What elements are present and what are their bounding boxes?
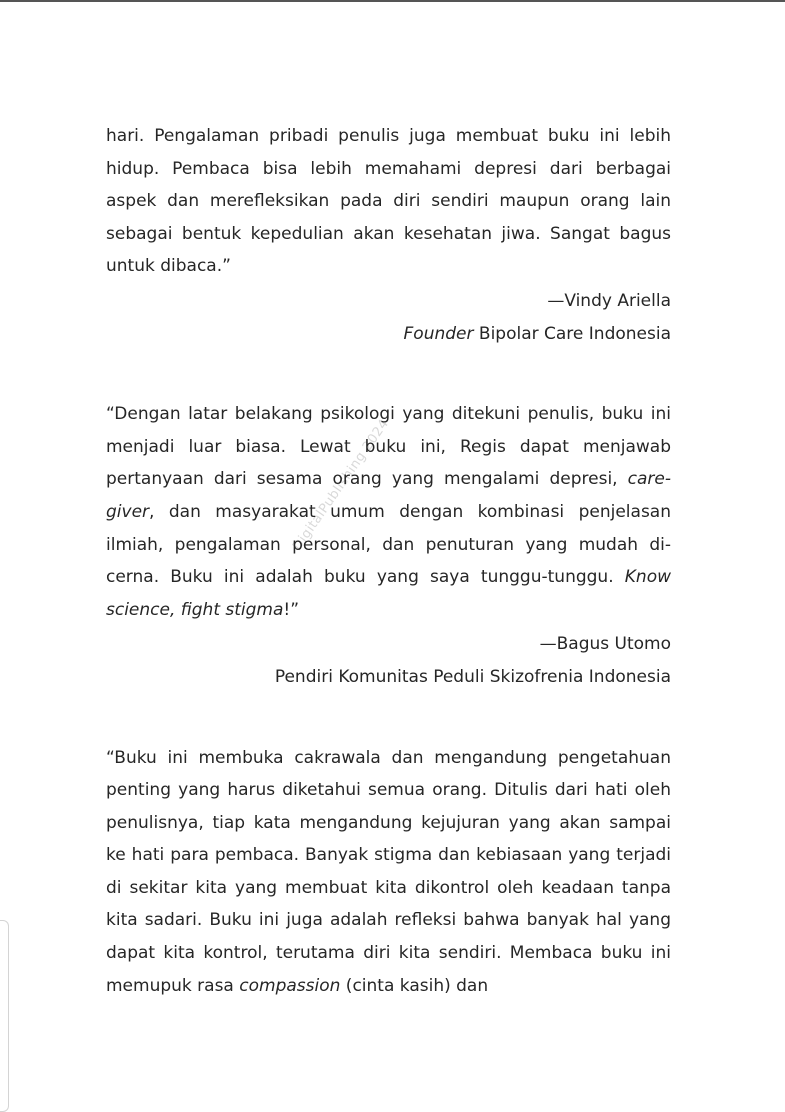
text-run-italic: Know science, fight stigma: [106, 567, 671, 620]
testimonial-text-3: [106, 742, 671, 1003]
testimonial-role-1: [106, 318, 671, 351]
text-run: (cinta kasih) dan: [340, 975, 489, 996]
text-run: !”: [283, 599, 300, 620]
testimonial-text-1: [106, 120, 671, 283]
role-text: Bipolar Care Indonesia: [473, 323, 671, 344]
text-run: “Buku ini membuka cakrawala dan mengandung pengetahuan penting yang harus diketahui semua orang. Ditulis dari hati oleh penulisnya, tiap kata mengandung kejujuran yang akan sampai ke hati para pembaca. Banyak stigma dan kebiasaan yang terjadi di sekitar kita yang membuat kita dikontrol oleh keadaan tanpa kita sadari. Buku ini juga adalah refleksi bahwa banyak hal yang dapat kita kontrol, terutama diri kita sendiri. Membaca buku ini memupuk rasa: [106, 747, 671, 996]
watermark: DigitalPublishing 2024: [290, 416, 393, 554]
testimonial-role-2: [106, 661, 671, 694]
top-border: [0, 0, 785, 2]
role-italic: Founder: [403, 323, 474, 344]
text-run-italic: care-giver: [106, 469, 671, 522]
text-run-italic: compassion: [239, 975, 341, 996]
text-run: , dan masyarakat umum dengan kombinasi penjelasan ilmiah, pengalaman personal, dan penuturan yang mudah di-cerna. Buku ini adalah buku yang saya tunggu-tunggu.: [106, 501, 671, 588]
testimonial-text-2: [106, 398, 671, 626]
text-run: “Dengan latar belakang psikologi yang ditekuni penulis, buku ini menjadi luar biasa. Lewat buku ini, Regis dapat menjawab pertanyaan dari sesama orang yang mengalami depresi,: [106, 404, 671, 490]
testimonial-author-2: —Bagus Utomo: [539, 634, 671, 655]
text-run: hari. Pengalaman pribadi penulis juga membuat buku ini lebih hidup. Pembaca bisa lebih memahami depresi dari berbagai aspek dan merefleksikan pada diri sendiri maupun orang lain sebagai bentuk kepedulian akan kesehatan jiwa. Sangat bagus untuk dibaca.”: [106, 126, 671, 277]
scroll-edge-handle[interactable]: [0, 920, 9, 1112]
book-page: [106, 120, 671, 1002]
testimonial-author-1: —Vindy Ariella: [547, 290, 671, 311]
role-text: Pendiri Komunitas Peduli Skizofrenia Indonesia: [274, 666, 671, 687]
